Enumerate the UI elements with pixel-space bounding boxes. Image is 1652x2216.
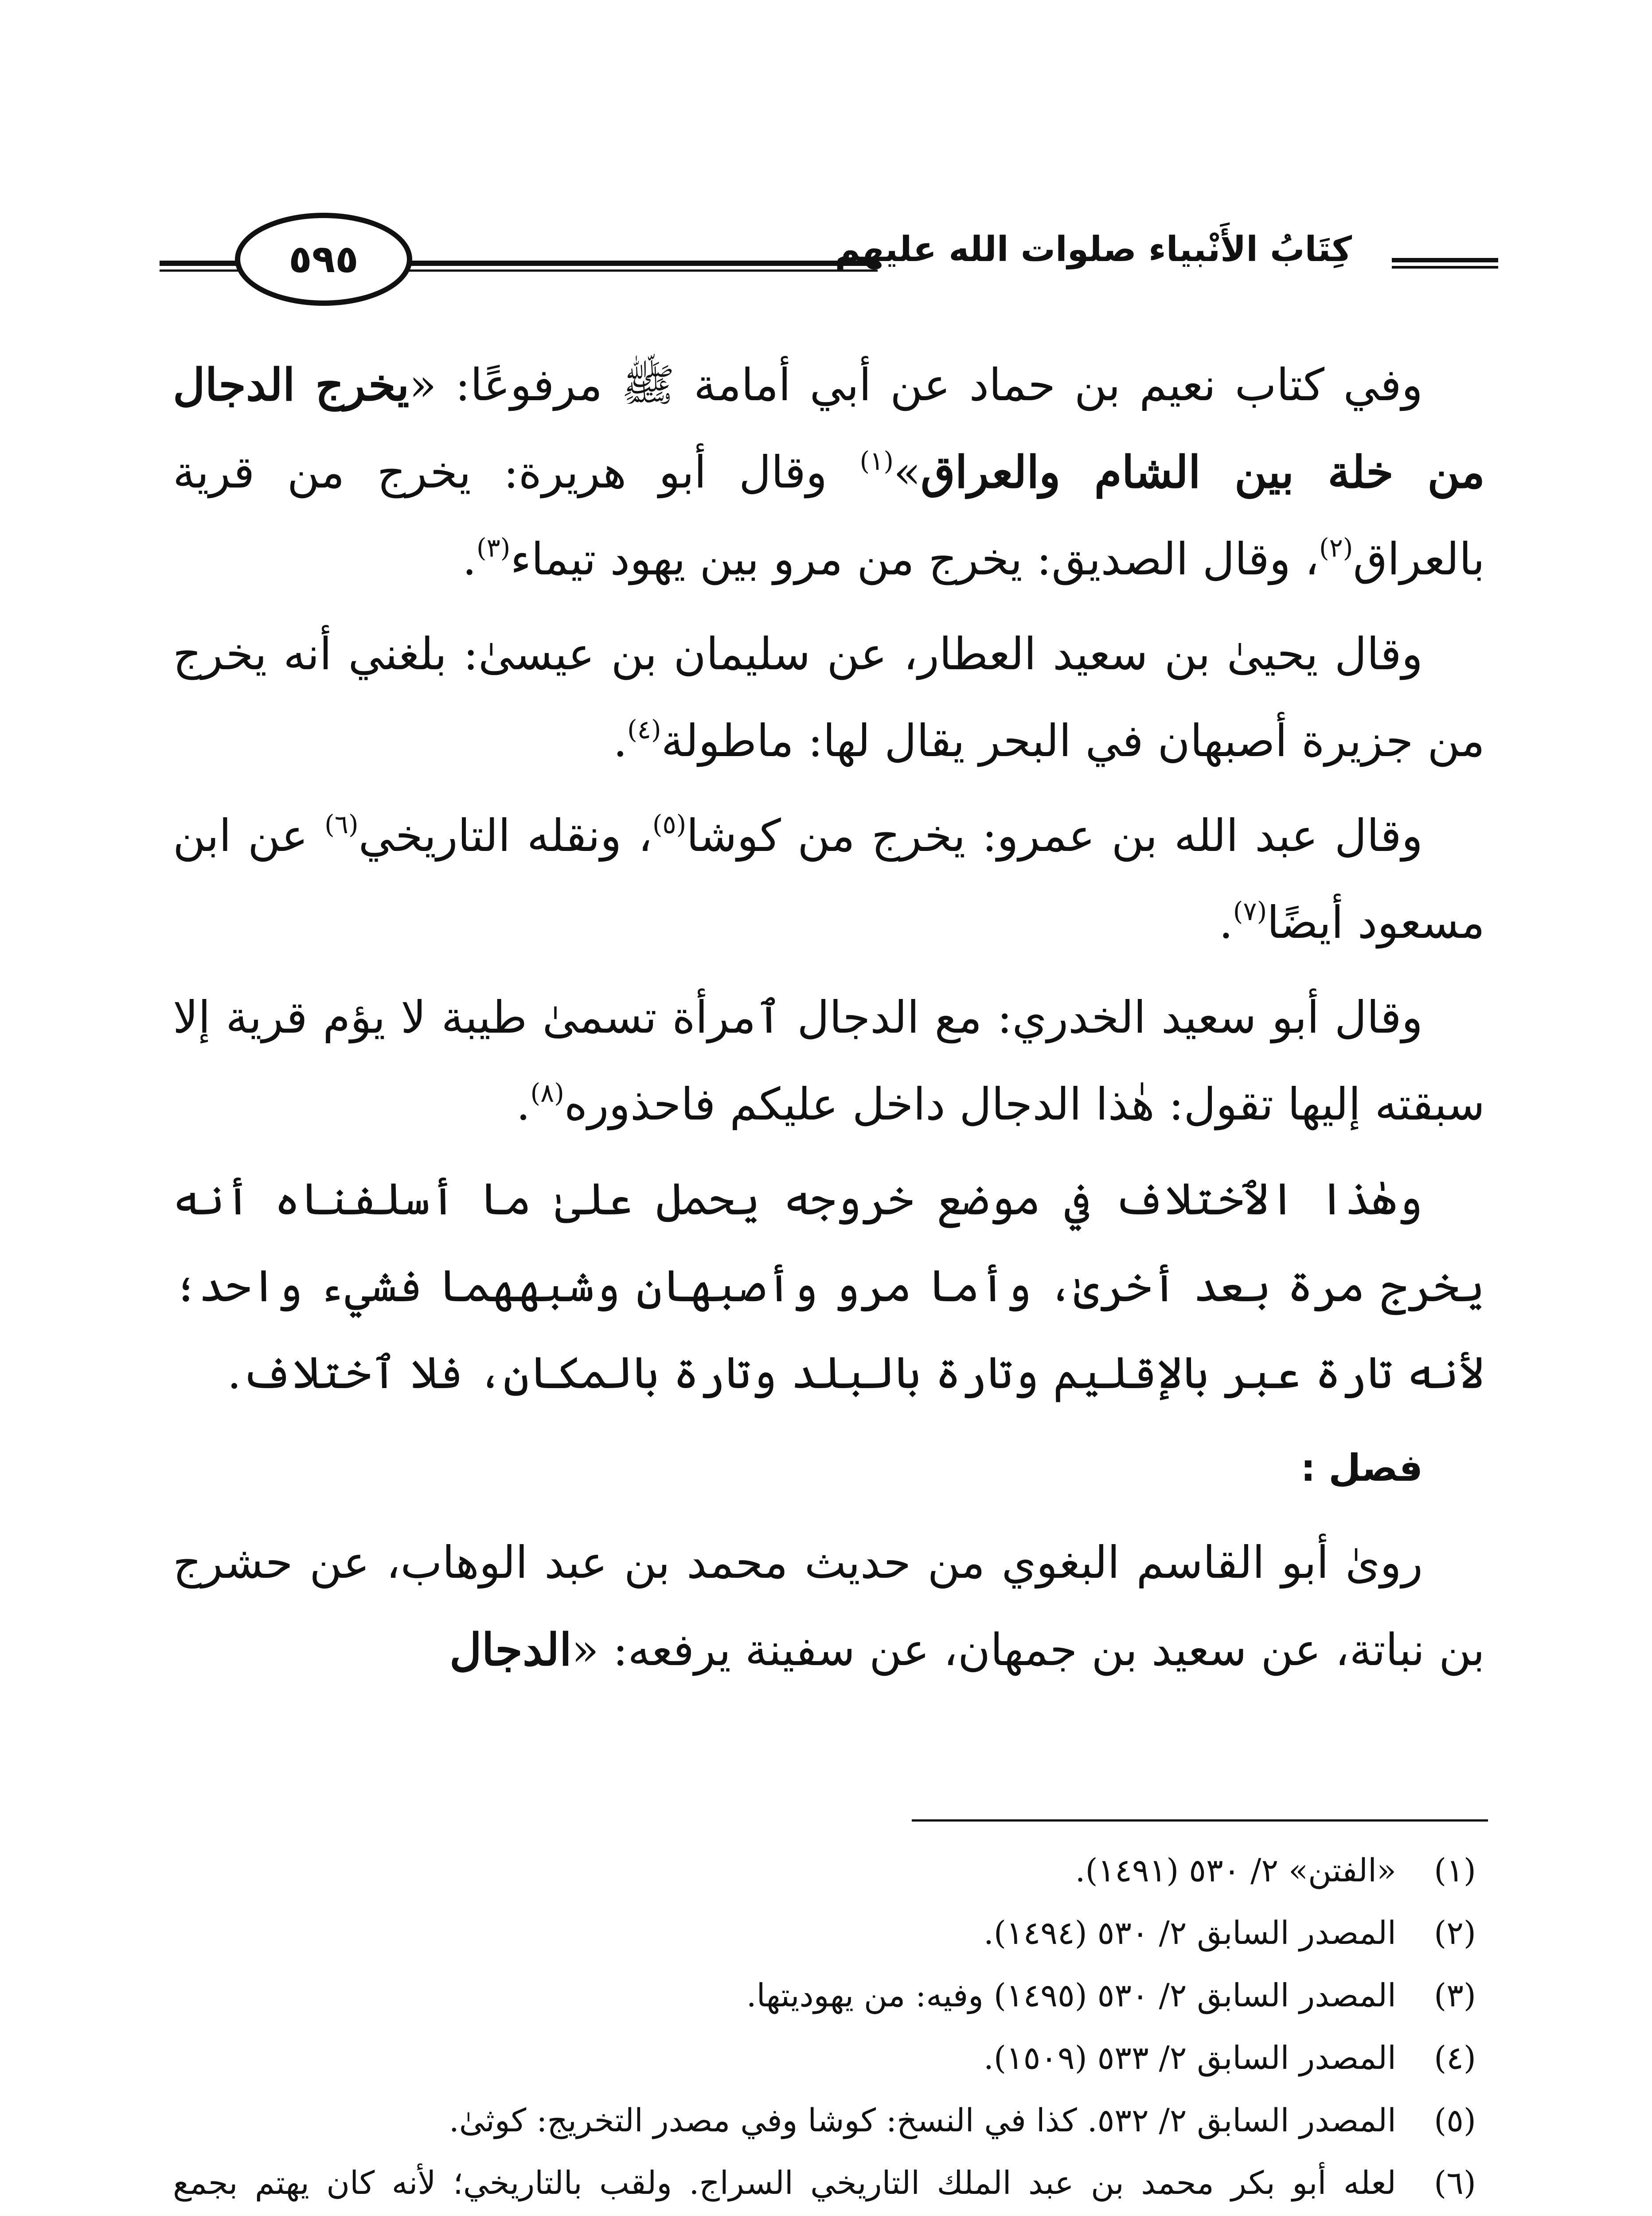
- chapter-title: كِتَابُ الأَنْبياء صلوات الله عليهم: [835, 230, 1352, 269]
- hadith-quote: يخرج الدجال من خلة بين الشام والعراق: [173, 359, 1485, 498]
- text-run: »: [893, 446, 921, 498]
- footnote-text: المصدر السابق ٢/ ٥٣٠ (١٤٩٥) وفيه: من يهوديتها.: [746, 1977, 1396, 2014]
- header-rule-right: [1392, 258, 1498, 269]
- text-run: ، ونقله التاريخي: [358, 810, 652, 862]
- text-run: .: [613, 715, 628, 767]
- paragraph-2: [173, 611, 1485, 784]
- footnote-ref: (٦): [324, 809, 359, 839]
- page-number: ٥٩٥: [289, 237, 359, 281]
- text-run: روىٰ أبو القاسم البغوي من حديث محمد بن عبد الوهاب، عن حشرج بن نباتة، عن سعيد بن جمهان، عن سفينة يرفعه: «: [173, 1537, 1485, 1676]
- footnote-3: [173, 1964, 1485, 2027]
- footnote-1: [173, 1839, 1485, 1902]
- text-run: وقال أبو سعيد الخدري: مع الدجال ٱمرأة تسمىٰ طيبة لا يؤم قرية إلا سبقته إليها تقول: هٰذا الدجال داخل عليكم فاحذوره: [173, 991, 1485, 1130]
- main-text: [173, 341, 1485, 1701]
- footnote-ref: (٣): [476, 533, 511, 563]
- footnote-ref: (١): [859, 446, 894, 476]
- page-header: [160, 208, 1498, 319]
- footnote-number: (٦): [1434, 2164, 1476, 2201]
- footnotes: [173, 1839, 1485, 2216]
- paragraph-4: [173, 974, 1485, 1148]
- section-heading: فصل :: [1301, 1446, 1423, 1490]
- footnote-ref: (٨): [530, 1078, 564, 1108]
- page-number-badge: [235, 213, 412, 306]
- footnote-number: (٤): [1434, 2039, 1476, 2076]
- text-run: وقال يحيىٰ بن سعيد العطار، عن سليمان بن عيسىٰ: بلغني أنه يخرج من جزيرة أصبهان في البحر يقال لها: ماطولة: [173, 628, 1485, 767]
- footnote-ref: (٧): [1233, 896, 1267, 926]
- header-rule-middle: [408, 261, 878, 272]
- paragraph-1: [173, 341, 1485, 603]
- footnote-number: (١): [1434, 1852, 1476, 1889]
- footnote-separator: [912, 1819, 1488, 1822]
- text-run: .: [1218, 897, 1233, 948]
- footnote-5: [173, 2089, 1485, 2152]
- paragraph-5: وهٰذا الٱختلاف في موضع خروجه يحمل علىٰ ما أسلفناه أنه يخرج مرة بعد أخرىٰ، وأما مرو وأصبهان وشبههما فشيء واحد؛ لأنه تارة عبر بالإقليم وتارة بالبلد وتارة بالمكان، فلا ٱختلاف.: [173, 1173, 1485, 1399]
- footnote-text: لعله أبو بكر محمد بن عبد الملك التاريخي السراج. ولقب بالتاريخي؛ لأنه كان يهتم بجمع: [173, 2164, 1396, 2201]
- text-run: وقال أبو هريرة: يخرج من قرية بالعراق: [173, 446, 1485, 585]
- footnote-4: [173, 2027, 1485, 2089]
- paragraph-3: [173, 792, 1485, 966]
- footnote-6: [173, 2152, 1485, 2216]
- footnote-2: [173, 1902, 1485, 1964]
- text-run: وفي كتاب نعيم بن حماد عن أبي أمامة ﷺ مرفوعًا: «: [409, 359, 1423, 411]
- footnote-number: (٥): [1434, 2102, 1476, 2139]
- text-run: عن ابن مسعود أيضًا: [173, 810, 1485, 948]
- text-run: .: [462, 533, 476, 585]
- footnote-text: المصدر السابق ٢/ ٥٣٣ (١٥٠٩).: [983, 2039, 1396, 2076]
- text-run: وقال عبد الله بن عمرو: يخرج من كوشا: [686, 810, 1423, 862]
- text-run: ، وقال الصديق: يخرج من مرو بين يهود تيماء: [510, 533, 1319, 585]
- text-run: .: [516, 1078, 531, 1130]
- footnote-ref: (٢): [1319, 533, 1353, 563]
- footnote-ref: (٥): [652, 809, 687, 839]
- footnote-text: المصدر السابق ٢/ ٥٣٢. كذا في النسخ: كوشا وفي مصدر التخريج: كوثىٰ.: [449, 2102, 1396, 2139]
- footnote-text: المصدر السابق ٢/ ٥٣٠ (١٤٩٤).: [983, 1914, 1396, 1951]
- footnote-text: «الفتن» ٢/ ٥٣٠ (١٤٩١).: [1075, 1852, 1396, 1889]
- footnote-number: (٣): [1434, 1977, 1476, 2014]
- footnote-number: (٢): [1434, 1914, 1476, 1951]
- footnote-ref: (٤): [627, 714, 661, 745]
- hadith-quote: الدجال: [449, 1623, 572, 1676]
- paragraph-6: [173, 1519, 1485, 1693]
